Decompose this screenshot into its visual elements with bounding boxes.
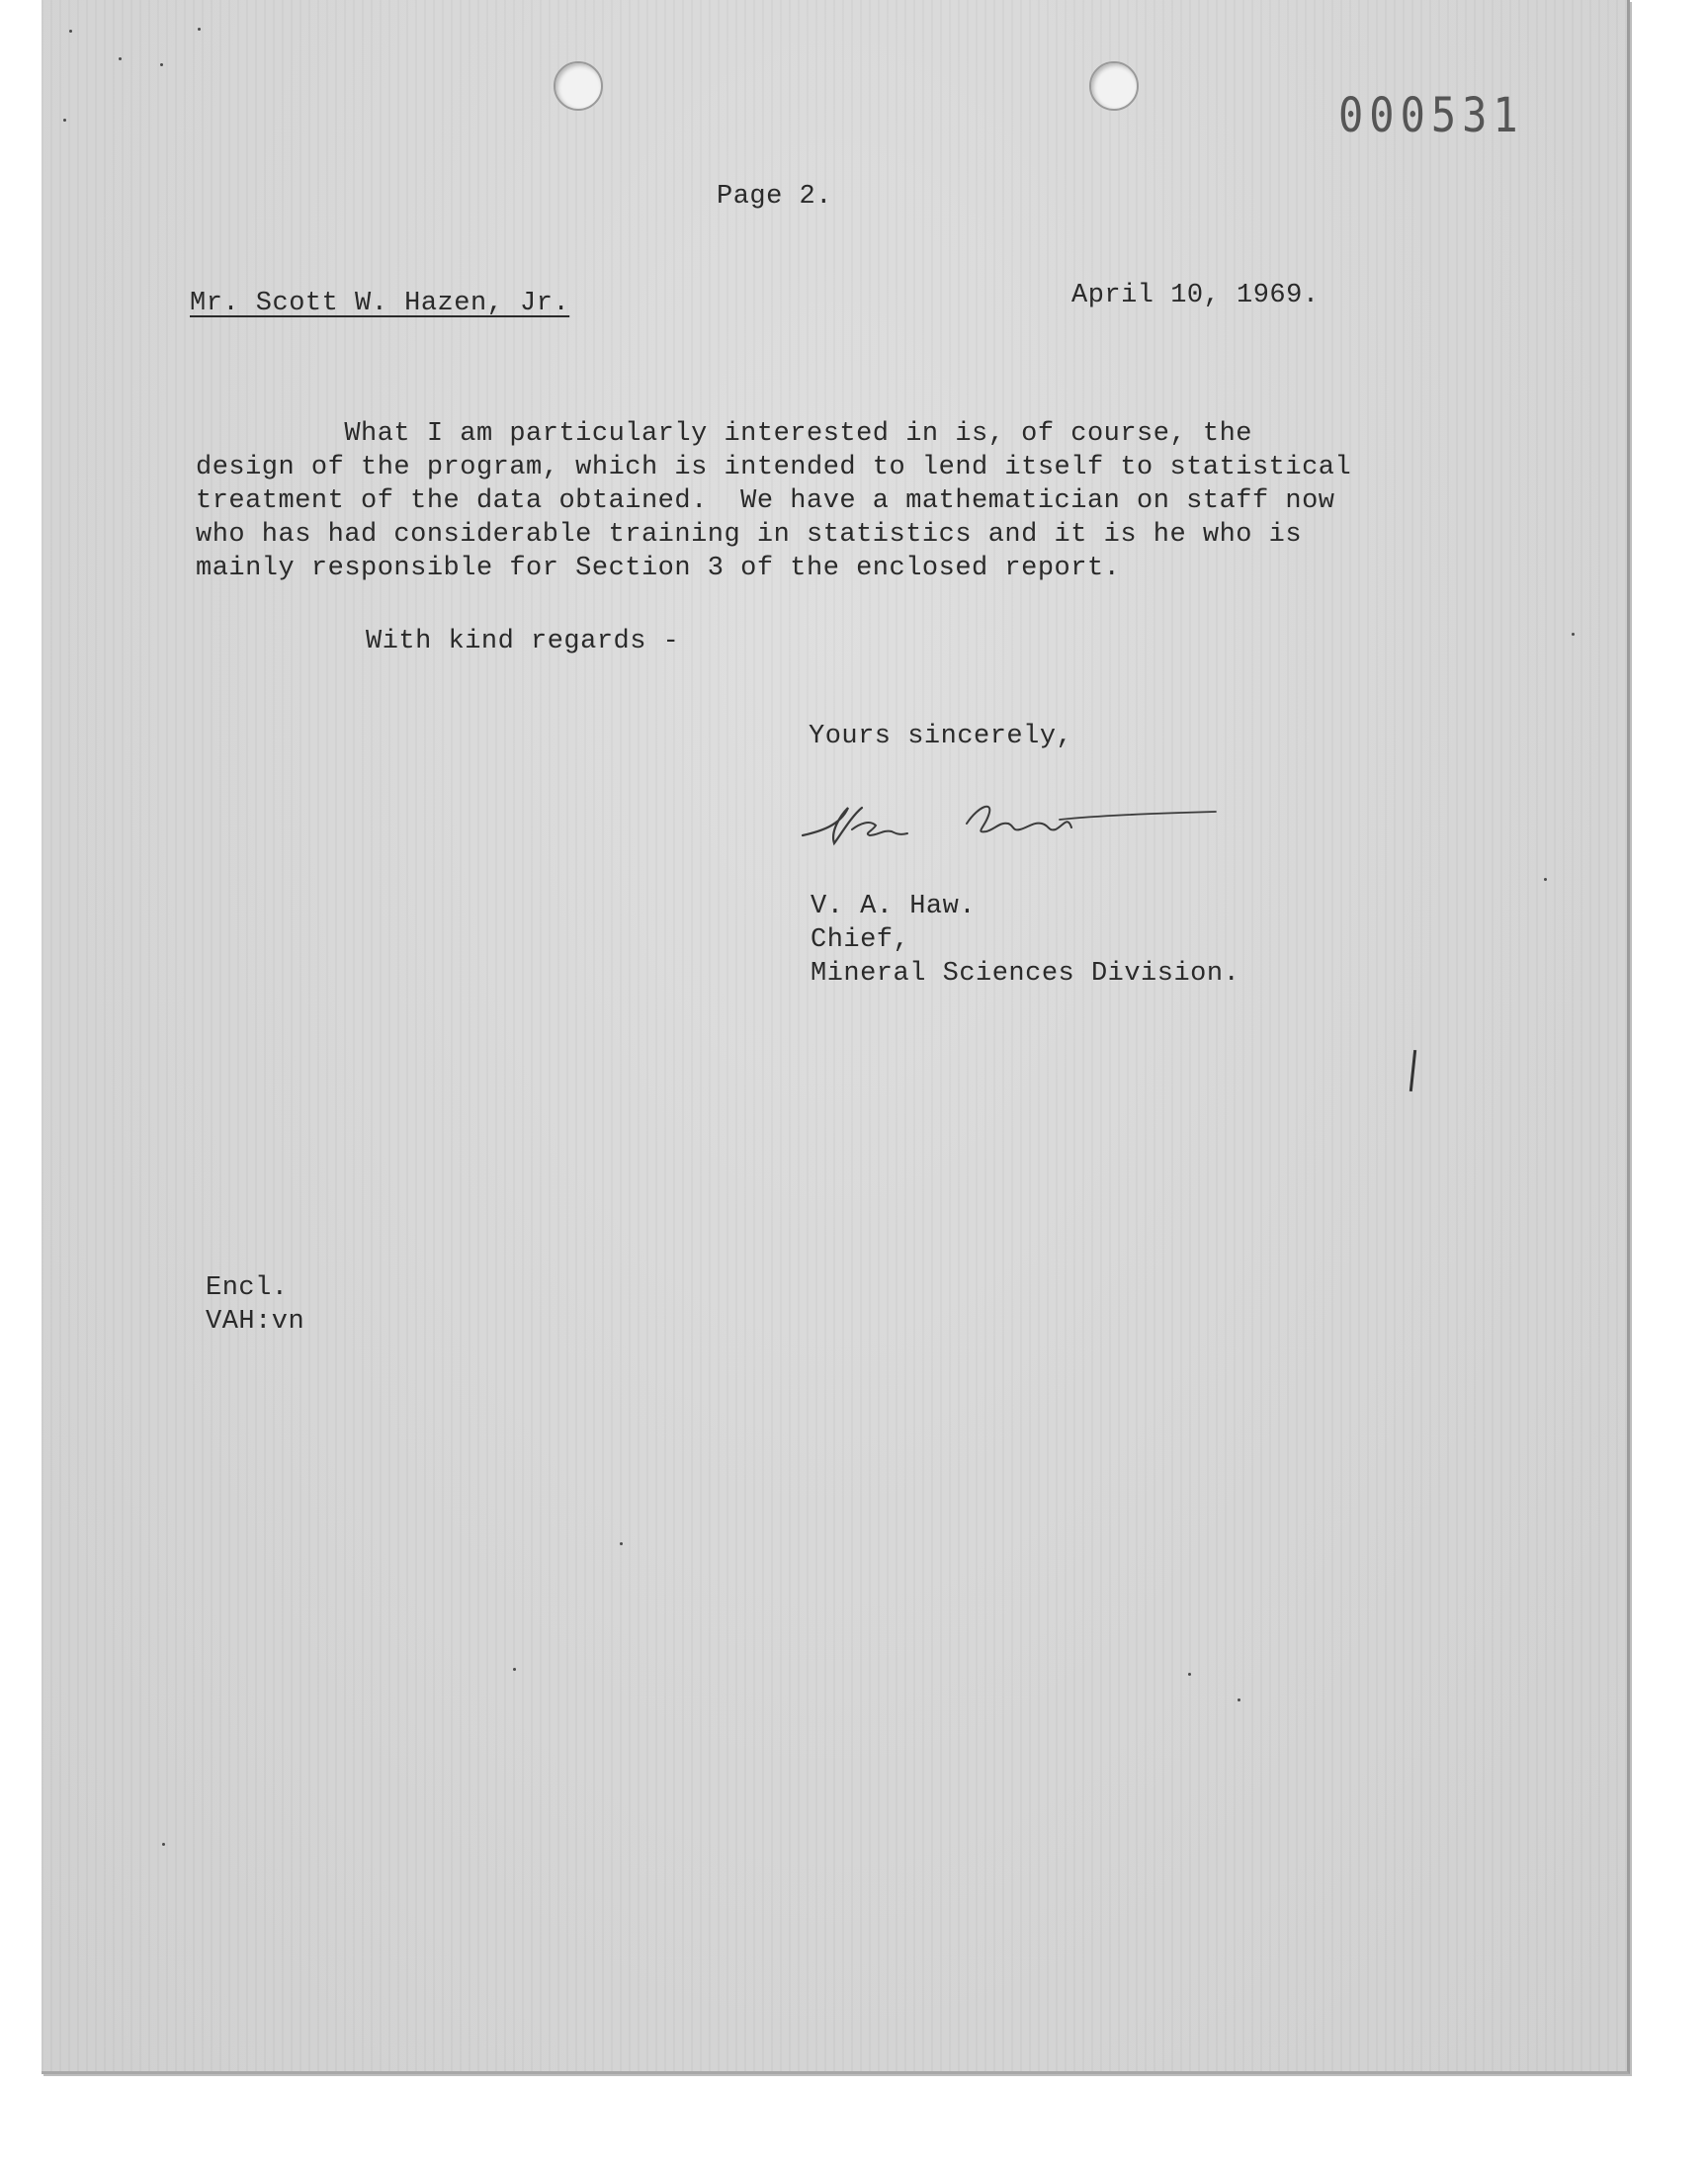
signer-title: Chief, bbox=[811, 925, 910, 955]
speck bbox=[1572, 633, 1575, 636]
complimentary-close: Yours sincerely, bbox=[809, 722, 1073, 751]
speck bbox=[162, 1843, 165, 1846]
body-paragraph bbox=[196, 417, 1402, 585]
punch-hole-left bbox=[554, 61, 603, 111]
document-number: 000531 bbox=[1338, 87, 1524, 143]
speck bbox=[1544, 878, 1547, 881]
punch-hole-right bbox=[1089, 61, 1139, 111]
speck bbox=[620, 1542, 623, 1545]
body-line: What I am particularly interested in is, of course, the bbox=[196, 419, 1252, 449]
speck bbox=[198, 28, 201, 31]
speck bbox=[160, 63, 163, 66]
speck bbox=[1188, 1673, 1191, 1676]
handwritten-signature bbox=[801, 786, 1226, 865]
signer-division: Mineral Sciences Division. bbox=[811, 959, 1240, 989]
speck bbox=[69, 30, 72, 33]
addressee: Mr. Scott W. Hazen, Jr. bbox=[190, 289, 570, 318]
page-label: Page 2. bbox=[717, 182, 832, 212]
speck bbox=[1238, 1698, 1240, 1701]
speck bbox=[513, 1668, 516, 1671]
letter-date: April 10, 1969. bbox=[1071, 281, 1320, 310]
body-line: who has had considerable training in statistics and it is he who is bbox=[196, 520, 1303, 550]
speck bbox=[119, 57, 122, 60]
closing-remark: With kind regards - bbox=[366, 627, 680, 656]
signer-name: V. A. Haw. bbox=[811, 892, 977, 921]
reference-initials: VAH:vn bbox=[206, 1307, 305, 1337]
speck bbox=[63, 119, 66, 122]
enclosure-note: Encl. bbox=[206, 1273, 289, 1303]
body-line: mainly responsible for Section 3 of the enclosed report. bbox=[196, 554, 1121, 583]
body-line: design of the program, which is intended to lend itself to statistical bbox=[196, 453, 1352, 482]
body-line: treatment of the data obtained. We have a mathematician on staff now bbox=[196, 486, 1335, 516]
